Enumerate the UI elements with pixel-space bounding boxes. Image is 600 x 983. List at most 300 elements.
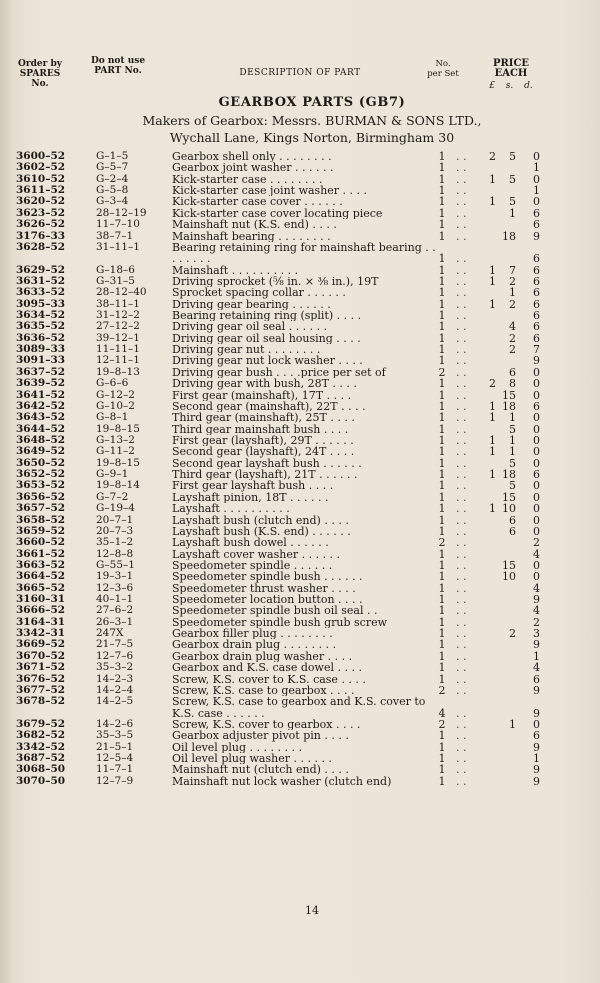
price-pence: 2: [533, 536, 540, 550]
price-pence: 6: [533, 399, 540, 413]
spares-number: 3661–52: [16, 547, 66, 560]
quantity-per-set: 2: [438, 683, 446, 697]
part-number: 40–1–1: [96, 593, 134, 606]
price-shillings: 8: [509, 377, 516, 391]
price-pence: 6: [533, 263, 540, 277]
leader-dots: . .: [456, 547, 467, 561]
maker-line-2: Wychall Lane, Kings Norton, Birmingham 30: [169, 130, 455, 145]
table-row: [0, 628, 600, 639]
spares-number: 3642–52: [16, 399, 66, 412]
leader-dots: . .: [456, 558, 467, 572]
part-number: G–6–6: [96, 377, 129, 390]
part-description: Gearbox drain plug washer . . . .: [172, 650, 353, 663]
price-pence: 0: [533, 502, 540, 516]
part-description: Bearing retaining ring (split) . . . .: [172, 310, 362, 322]
price-pence: 0: [533, 365, 540, 379]
part-description: Gearbox filler plug . . . . . . . .: [172, 628, 333, 640]
part-number: G–8–1: [96, 411, 129, 424]
price-shillings: 1: [509, 718, 516, 731]
price-pence: 0: [533, 434, 540, 447]
spares-number: 3635–52: [16, 320, 66, 333]
header-order-line3: No.: [31, 79, 49, 89]
part-number: G–11–2: [96, 445, 135, 458]
price-pence: 0: [533, 445, 540, 459]
header-price-line2: EACH: [494, 68, 528, 79]
spares-number: 3676–52: [16, 672, 66, 685]
part-number: 12–8–8: [96, 547, 134, 560]
spares-number: 3611–52: [16, 184, 66, 197]
part-number: 27–6–2: [96, 604, 134, 617]
part-description: Mainshaft bearing . . . . . . . .: [172, 230, 331, 242]
price-shillings: 4: [509, 320, 516, 334]
price-shillings: 1: [509, 445, 516, 459]
leader-dots: . .: [456, 456, 467, 470]
part-number: 38–11–1: [96, 297, 140, 310]
table-row: [0, 764, 600, 775]
spares-number: 3095–33: [16, 297, 66, 310]
part-description: Gearbox adjuster pivot pin . . . .: [172, 730, 349, 742]
quantity-per-set: 1: [438, 581, 446, 595]
price-pence: 9: [533, 774, 540, 788]
quantity-per-set: 1: [438, 729, 446, 743]
price-pounds: 1: [489, 445, 496, 459]
spares-number: 3631–52: [16, 274, 66, 287]
spares-number: 3160–31: [16, 593, 66, 606]
leader-dots: . .: [456, 422, 467, 436]
price-pence: 6: [533, 206, 540, 220]
quantity-per-set: 1: [438, 434, 446, 447]
price-shillings: 2: [509, 274, 516, 288]
price-pounds: 1: [489, 297, 496, 311]
spares-number: 3628–52: [16, 240, 66, 253]
price-pence: 9: [533, 763, 540, 777]
part-description: Screw, K.S. case to gearbox and K.S. cover to K.S. case . . . . . .: [172, 696, 426, 720]
table-row: [0, 730, 600, 741]
price-shillings: 1: [509, 206, 516, 220]
part-description: Layshaft bush (K.S. end) . . . . . .: [172, 525, 351, 538]
quantity-per-set: 1: [438, 513, 446, 527]
part-description: Driving sprocket (⅝ in. × ⅜ in.), 19T: [172, 275, 379, 288]
table-row: [0, 344, 600, 355]
table-row: [0, 412, 600, 423]
leader-dots: . .: [456, 763, 467, 777]
leader-dots: . .: [456, 388, 467, 402]
part-number: 19–3–1: [96, 570, 134, 583]
header-qty-line1: No.: [435, 59, 451, 69]
header-qty-line2: per Set: [427, 69, 459, 79]
spares-number: 3670–52: [16, 649, 66, 662]
part-description: Speedometer spindle bush . . . . . .: [172, 571, 363, 583]
part-number: 14–2–3: [96, 672, 134, 685]
quantity-per-set: 4: [438, 706, 446, 720]
table-row: [0, 753, 600, 764]
leader-dots: . .: [456, 218, 467, 232]
leader-dots: . .: [456, 513, 467, 527]
part-number: G–9–1: [96, 468, 129, 481]
part-description: Mainshaft nut lock washer (clutch end): [172, 775, 392, 788]
price-pounds: 1: [489, 434, 496, 447]
part-number: G–1–5: [96, 150, 129, 162]
price-pence: 6: [533, 252, 540, 266]
header-part-line1: Do not use: [90, 56, 146, 66]
part-number: 12–5–4: [96, 752, 134, 765]
quantity-per-set: 1: [438, 388, 446, 402]
quantity-per-set: 1: [438, 206, 446, 220]
part-description: Oil level plug washer . . . . . .: [172, 753, 332, 765]
table-row: [0, 685, 600, 696]
header-quantity: [420, 59, 466, 79]
leader-dots: . .: [456, 638, 467, 652]
price-pence: 9: [533, 354, 540, 368]
part-number: G–3–4: [96, 195, 129, 208]
part-number: 35–3–2: [96, 661, 134, 674]
leader-dots: . .: [456, 740, 467, 754]
part-number: 31–12–2: [96, 309, 140, 322]
price-pounds: 1: [489, 172, 496, 186]
price-pounds: 1: [489, 399, 496, 413]
price-pence: 6: [533, 331, 540, 345]
leader-dots: . .: [456, 774, 467, 788]
table-row: [0, 662, 600, 673]
quantity-per-set: 1: [438, 502, 446, 516]
quantity-per-set: 1: [438, 445, 446, 459]
part-number: 21–7–5: [96, 638, 134, 651]
spares-number: 3639–52: [16, 377, 66, 390]
price-pence: 6: [533, 672, 540, 686]
part-number: 20–7–1: [96, 513, 134, 526]
spares-number: 3653–52: [16, 479, 66, 492]
part-description: Third gear (layshaft), 21T . . . . . .: [172, 469, 358, 481]
parts-table: [0, 151, 600, 787]
quantity-per-set: 1: [438, 218, 446, 232]
table-row: [0, 299, 600, 310]
price-pence: 6: [533, 309, 540, 323]
part-description: Layshaft cover washer . . . . . .: [172, 548, 341, 560]
price-pence: 0: [533, 172, 540, 186]
quantity-per-set: 1: [438, 343, 446, 357]
price-shillings: 15: [502, 388, 516, 402]
spares-number: 3678–52: [16, 695, 66, 708]
quantity-per-set: 1: [438, 468, 446, 482]
part-description: Layshaft bush (clutch end) . . . .: [172, 514, 349, 526]
part-number: G–19–4: [96, 502, 135, 515]
part-description: Second gear (mainshaft), 22T . . . .: [172, 400, 366, 413]
price-pence: 0: [533, 524, 540, 538]
part-number: G–31–5: [96, 274, 135, 287]
price-pence: 0: [533, 422, 540, 436]
part-description: Layshaft . . . . . . . . . .: [172, 503, 290, 515]
quantity-per-set: 1: [438, 229, 446, 243]
quantity-per-set: 1: [438, 672, 446, 686]
leader-dots: . .: [456, 320, 467, 334]
price-pence: 0: [533, 456, 540, 470]
part-number: G–18–6: [96, 263, 135, 276]
part-description: Layshaft bush dowel . . . . . .: [172, 537, 329, 549]
price-pence: 4: [533, 661, 540, 675]
quantity-per-set: 1: [438, 320, 446, 334]
part-number: G–2–4: [96, 172, 129, 185]
leader-dots: . .: [456, 536, 467, 550]
part-number: 11–7–1: [96, 763, 134, 776]
leader-dots: . .: [456, 150, 467, 163]
spares-number: 3658–52: [16, 513, 66, 526]
quantity-per-set: 1: [438, 570, 446, 584]
price-shillings: 6: [509, 513, 516, 527]
price-pounds: 2: [489, 377, 496, 391]
spares-number: 3342–31: [16, 627, 66, 640]
quantity-per-set: 1: [438, 195, 446, 209]
quantity-per-set: 1: [438, 627, 446, 641]
part-number: 14–2–6: [96, 718, 134, 730]
spares-number: 3657–52: [16, 502, 66, 515]
part-description: Kick-starter case . . . . . . . .: [172, 173, 323, 186]
quantity-per-set: 1: [438, 184, 446, 198]
part-description: Driving gear bush . . . .price per set of: [172, 366, 386, 379]
price-shillings: 5: [509, 422, 516, 436]
part-number: G–10–2: [96, 399, 135, 412]
price-pence: 1: [533, 649, 540, 663]
leader-dots: . .: [456, 365, 467, 379]
quantity-per-set: 1: [438, 661, 446, 675]
part-number: 31–11–1: [96, 240, 140, 253]
leader-dots: . .: [456, 729, 467, 743]
part-number: 14–2–4: [96, 683, 134, 696]
spares-number: 3164–31: [16, 615, 66, 628]
leader-dots: . .: [456, 297, 467, 311]
spares-number: 3687–52: [16, 752, 66, 765]
price-pence: 0: [533, 718, 540, 731]
table-row: [0, 674, 600, 685]
part-description: Speedometer location button . . . .: [172, 594, 363, 606]
part-description: Gearbox joint washer . . . . . .: [172, 162, 334, 174]
part-description: First gear layshaft bush . . . .: [172, 480, 334, 492]
leader-dots: . .: [456, 331, 467, 345]
quantity-per-set: 1: [438, 150, 446, 163]
leader-dots: . .: [456, 343, 467, 357]
price-pence: 9: [533, 229, 540, 243]
quantity-per-set: 1: [438, 524, 446, 538]
price-shillings: 10: [502, 502, 516, 516]
part-description: Driving gear with bush, 28T . . . .: [172, 378, 357, 390]
maker-line-1: Makers of Gearbox: Messrs. BURMAN & SONS LTD.,: [142, 113, 482, 128]
quantity-per-set: 1: [438, 309, 446, 323]
leader-dots: . .: [456, 706, 467, 720]
price-pence: 9: [533, 593, 540, 607]
part-description: Kick-starter case cover . . . . . .: [172, 196, 343, 208]
quantity-per-set: 2: [438, 365, 446, 379]
price-pence: 0: [533, 490, 540, 504]
part-description: Speedometer spindle . . . . . .: [172, 559, 333, 572]
quantity-per-set: 1: [438, 649, 446, 663]
header-order-line2: SPARES: [19, 69, 61, 79]
leader-dots: . .: [456, 195, 467, 209]
part-description: Gearbox shell only . . . . . . . .: [172, 151, 332, 163]
quantity-per-set: 1: [438, 604, 446, 618]
price-pence: 0: [533, 388, 540, 402]
part-number: G–55–1: [96, 558, 135, 571]
spares-number: 3665–52: [16, 581, 66, 594]
part-description: Gearbox drain plug . . . . . . . .: [172, 639, 337, 651]
quantity-per-set: 1: [438, 593, 446, 607]
quantity-per-set: 1: [438, 252, 446, 266]
leader-dots: . .: [456, 468, 467, 482]
leader-dots: . .: [456, 411, 467, 425]
spares-number: 3068–50: [16, 763, 66, 776]
spares-number: 3660–52: [16, 536, 66, 549]
spares-number: 3636–52: [16, 331, 66, 344]
quantity-per-set: 1: [438, 263, 446, 277]
spares-number: 3659–52: [16, 524, 66, 537]
price-pence: 6: [533, 468, 540, 482]
price-pence: 6: [533, 218, 540, 232]
price-pence: 0: [533, 570, 540, 584]
price-shillings: 5: [509, 456, 516, 470]
leader-dots: . .: [456, 286, 467, 300]
part-description: Screw, K.S. case to gearbox . . . .: [172, 684, 355, 697]
spares-number: 3649–52: [16, 445, 66, 458]
price-shillings: 1: [509, 434, 516, 447]
leader-dots: . .: [456, 581, 467, 595]
price-shillings: 2: [509, 627, 516, 641]
quantity-per-set: 1: [438, 547, 446, 561]
part-number: 19–8–14: [96, 479, 140, 492]
spares-number: 3641–52: [16, 388, 66, 401]
part-description: Driving gear oil seal housing . . . .: [172, 332, 361, 345]
part-number: G–7–2: [96, 490, 129, 503]
part-description: Sprocket spacing collar . . . . . .: [172, 287, 346, 299]
table-row: [0, 151, 600, 162]
part-number: 27–12–2: [96, 320, 140, 333]
part-number: 12–3–6: [96, 581, 134, 594]
price-pence: 4: [533, 547, 540, 561]
header-order-by: [16, 59, 64, 89]
spares-number: 3602–52: [16, 161, 66, 174]
table-row: [0, 719, 600, 730]
price-shillings: 5: [509, 150, 516, 163]
table-row: [0, 208, 600, 219]
leader-dots: . .: [456, 377, 467, 391]
spares-number: 3091–33: [16, 354, 66, 367]
quantity-per-set: 1: [438, 774, 446, 788]
price-shillings: 15: [502, 558, 516, 572]
part-description: Screw, K.S. cover to K.S. case . . . .: [172, 673, 366, 685]
quantity-per-set: 2: [438, 718, 446, 731]
quantity-per-set: 1: [438, 354, 446, 368]
table-row: [0, 503, 600, 514]
part-number: 12–7–9: [96, 774, 134, 787]
leader-dots: . .: [456, 627, 467, 641]
table-row: [0, 446, 600, 457]
leader-dots: . .: [456, 354, 467, 368]
price-pence: 6: [533, 297, 540, 311]
part-number: G–13–2: [96, 434, 135, 446]
part-number: G–5–7: [96, 161, 129, 174]
part-number: 11–11–1: [96, 343, 140, 356]
price-shillings: 5: [509, 172, 516, 186]
part-description: Speedometer spindle bush grub screw: [172, 616, 388, 629]
part-number: 38–7–1: [96, 229, 134, 242]
part-number: G–12–2: [96, 388, 135, 401]
price-shillings: 2: [509, 343, 516, 357]
spares-number: 3644–52: [16, 422, 66, 435]
part-number: 11–7–10: [96, 218, 140, 231]
spares-number: 3342–52: [16, 740, 66, 753]
price-shillings: 5: [509, 479, 516, 493]
page-number: 14: [305, 904, 319, 917]
quantity-per-set: 1: [438, 638, 446, 652]
quantity-per-set: 1: [438, 422, 446, 436]
part-number: 247X: [96, 627, 124, 640]
part-description: Second gear (layshaft), 24T . . . .: [172, 446, 355, 458]
spares-number: 3652–52: [16, 468, 66, 481]
part-description: Driving gear nut lock washer . . . .: [172, 355, 363, 367]
part-number: 12–11–1: [96, 354, 140, 367]
part-number: 28–12–40: [96, 286, 147, 299]
part-description: Speedometer thrust washer . . . .: [172, 582, 356, 595]
leader-dots: . .: [456, 434, 467, 447]
price-pence: 1: [533, 161, 540, 175]
part-description: Layshaft pinion, 18T . . . . . .: [172, 491, 329, 504]
table-row: [0, 571, 600, 582]
leader-dots: . .: [456, 752, 467, 766]
table-row: [0, 776, 600, 787]
quantity-per-set: 1: [438, 161, 446, 175]
quantity-per-set: 1: [438, 456, 446, 470]
price-shillings: 18: [502, 399, 516, 413]
section-title: GEARBOX PARTS (GB7): [218, 95, 406, 110]
price-shillings: 6: [509, 365, 516, 379]
leader-dots: . .: [456, 445, 467, 459]
part-number: 28–12–19: [96, 206, 147, 219]
price-pence: 0: [533, 150, 540, 163]
spares-number: 3629–52: [16, 263, 66, 276]
price-pence: 4: [533, 604, 540, 618]
leader-dots: . .: [456, 161, 467, 175]
price-pence: 9: [533, 740, 540, 754]
leader-dots: . .: [456, 229, 467, 243]
spares-number: 3643–52: [16, 411, 66, 424]
table-row: [0, 174, 600, 185]
leader-dots: . .: [456, 718, 467, 731]
part-description: Mainshaft nut (clutch end) . . . .: [172, 764, 349, 776]
part-description: Kick-starter case cover locating piece: [172, 207, 383, 220]
leader-dots: . .: [456, 502, 467, 516]
spares-number: 3679–52: [16, 718, 66, 730]
leader-dots: . .: [456, 615, 467, 629]
quantity-per-set: 1: [438, 490, 446, 504]
table-row: [0, 605, 600, 616]
price-pence: 6: [533, 274, 540, 288]
price-shillings: 2: [509, 331, 516, 345]
price-pence: 9: [533, 638, 540, 652]
table-row: [0, 162, 600, 173]
price-pence: 9: [533, 683, 540, 697]
spares-number: 3677–52: [16, 683, 66, 696]
part-description: Kick-starter case joint washer . . . .: [172, 185, 368, 197]
spares-number: 3089–33: [16, 343, 66, 356]
part-number: 19–8–15: [96, 422, 140, 435]
leader-dots: . .: [456, 570, 467, 584]
leader-dots: . .: [456, 263, 467, 277]
leader-dots: . .: [456, 593, 467, 607]
price-pence: 6: [533, 729, 540, 743]
leader-dots: . .: [456, 399, 467, 413]
quantity-per-set: 1: [438, 763, 446, 777]
spares-number: 3669–52: [16, 638, 66, 651]
price-pence: 0: [533, 411, 540, 425]
quantity-per-set: 1: [438, 479, 446, 493]
spares-number: 3176–33: [16, 229, 66, 242]
